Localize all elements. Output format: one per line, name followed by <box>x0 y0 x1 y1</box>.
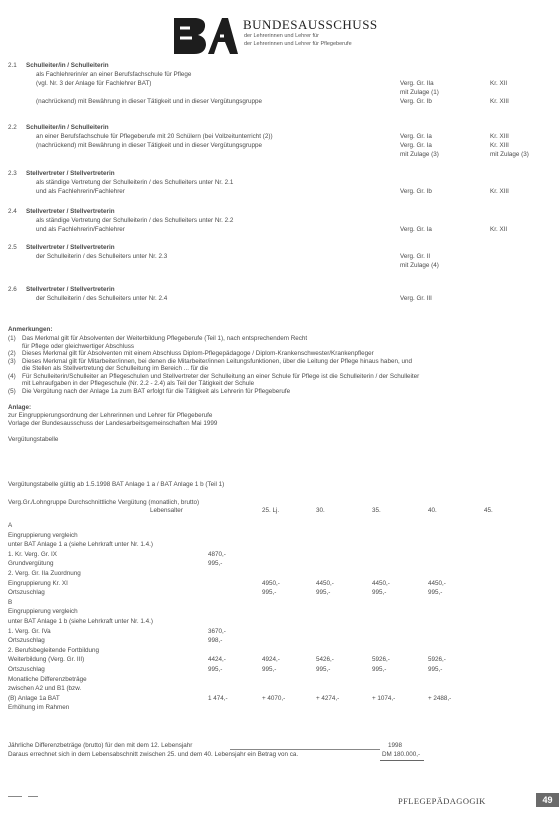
footer-rule-left-2 <box>28 796 38 797</box>
table-cell: 5926,- <box>428 656 446 664</box>
table-row-label: 2. Berufsbegleitende Fortbildung <box>8 646 100 654</box>
table-cell: 995,- <box>262 666 277 673</box>
section-vergutung: Verg. Gr. IIa <box>400 80 434 87</box>
section-heading: Schulleiter/in / Schulleiterin <box>26 62 109 69</box>
section-vergutung: Verg. Gr. Ib <box>400 188 432 195</box>
table-cell: 998,- <box>208 637 223 645</box>
table-header-cell: 30. <box>316 507 325 514</box>
table-cell: 4450,- <box>316 579 334 587</box>
logo <box>172 16 238 56</box>
section-line: und als Fachlehrerin/Fachlehrer <box>36 188 125 195</box>
notes-title: Anmerkungen: <box>8 326 53 333</box>
table-row-label: Erhöhung im Rahmen <box>8 704 70 712</box>
note-text: für Pflege oder gleichwertiger Abschluss <box>22 342 135 350</box>
note-number: (5) <box>8 387 16 395</box>
table-header-cell: 40. <box>428 507 437 514</box>
note-text: Das Merkmal gilt für Absolventen der Weiterbildung Pflegeberufe (Teil 1), nach entsprechendem Recht <box>22 335 308 342</box>
note-text: die Stellen als Stellvertretung der Schulleitung im Bereich ... für die <box>22 365 209 372</box>
table-row-label: (B) Anlage 1a BAT <box>8 694 60 702</box>
section-line: und als Fachlehrerin/Fachlehrer <box>36 226 125 233</box>
note-text: Dieses Merkmal gilt für Absolventen mit einem Abschluss Diplom-Pflegepädagoge / Diplom-Krankenschwester/Krankenpfleger <box>22 350 374 357</box>
bottom-value-underline <box>380 760 424 761</box>
bottom-value-2: DM 180.000,- <box>382 751 421 758</box>
section-kr-group: Kr. XIII <box>490 133 509 140</box>
table-cell: + 4070,- <box>262 694 286 702</box>
note-text: Dieses Merkmal gilt für Mitarbeiter/innen, bei denen die Mitarbeiter/innen Leitungsfunktionen, über die Leitung der Pflege hinaus haben, und <box>22 357 412 365</box>
section-kr-group: Kr. XIII <box>490 98 509 105</box>
section-vergutung: Verg. Gr. Ia <box>400 133 432 140</box>
header-title: BUNDESAUSSCHUSS <box>243 17 378 32</box>
section-kr-group: mit Zulage (3) <box>490 151 529 158</box>
table-cell: 4450,- <box>372 579 390 587</box>
section-heading: Stellvertreter / Stellvertreterin <box>26 286 115 293</box>
section-heading: Schulleiter/in / Schulleiterin <box>26 124 109 131</box>
bottom-line-1: Jährliche Differenzbeträge (brutto) für den mit dem 12. Lebensjahr <box>8 742 193 749</box>
anlage-title: Anlage: <box>8 404 32 411</box>
table-row-label: Ortszuschlag <box>8 666 45 673</box>
section-vergutung: Verg. Gr. III <box>400 295 432 302</box>
section-number: 2.5 <box>8 244 17 251</box>
table-row-label: Eingruppierung vergleich <box>8 608 78 616</box>
table-cell: 4424,- <box>208 656 226 664</box>
section-line: der Schulleiterin / des Schulleiters unter Nr. 2.3 <box>36 253 168 260</box>
table-cell: 995,- <box>208 666 223 673</box>
table-row-label: 1. Kr. Verg. Gr. IX <box>8 550 57 558</box>
table-cell: 995,- <box>372 589 387 597</box>
table-cell: 995,- <box>372 666 387 673</box>
table-cell: 1 474,- <box>208 694 228 702</box>
table-cell: 5926,- <box>372 656 390 664</box>
section-number: 2.2 <box>8 124 17 131</box>
bottom-value-1: 1998 <box>388 742 403 749</box>
table-row-label: Eingruppierung vergleich <box>8 531 78 539</box>
table-cell: 4870,- <box>208 550 226 558</box>
table-cell: 995,- <box>262 589 277 597</box>
table-cell: 995,- <box>316 666 331 673</box>
table-caption: Vergütungstabelle <box>8 436 59 443</box>
table-row-label: B <box>8 598 13 606</box>
table-cell: 5426,- <box>316 656 334 664</box>
table-cell: 4924,- <box>262 656 280 664</box>
dotted-leader-1 <box>230 749 380 750</box>
section-vergutung: Verg. Gr. Ib <box>400 98 432 105</box>
table-basis: Vergütungstabelle gültig ab 1.5.1998 BAT Anlage 1 a / BAT Anlage 1 b (Teil 1) <box>8 481 225 488</box>
header-subtitle-1: der Lehrerinnen und Lehrer für <box>244 33 319 39</box>
table-cell: + 4274,- <box>316 694 340 702</box>
note-number: (4) <box>8 372 16 380</box>
section-line: als ständige Vertretung der Schulleiterin / des Schulleiters unter Nr. 2.1 <box>36 179 234 186</box>
section-line: (nachrückend) mit Bewährung in dieser Tätigkeit und in dieser Vergütungsgruppe <box>36 142 263 149</box>
note-number: (1) <box>8 335 16 342</box>
section-line: an einer Berufsfachschule für Pflegeberufe mit 20 Schülern (bei Vollzeitunterricht (2)) <box>36 133 273 140</box>
table-row-label: Grundvergütung <box>8 560 54 568</box>
table-header-1: Verg.Gr./Lohngruppe Durchschnittliche Vergütung (monatlich, brutto) <box>8 499 200 506</box>
table-cell: 995,- <box>428 666 443 673</box>
table-row-label: unter BAT Anlage 1 b (siehe Lehrkraft unter Nr. 1.4.) <box>8 618 154 625</box>
section-line: (nachrückend) mit Bewährung in dieser Tätigkeit und in dieser Vergütungsgruppe <box>36 98 263 105</box>
table-cell: 3670,- <box>208 627 226 635</box>
footer-page-number: 49 <box>536 793 559 807</box>
table-row-label: 2. Verg. Gr. IIa Zuordnung <box>8 570 81 577</box>
table-row-label: Monatliche Differenzbeträge <box>8 675 87 683</box>
table-cell: + 2488,- <box>428 694 452 702</box>
section-line: der Schulleiterin / des Schulleiters unter Nr. 2.4 <box>36 295 168 302</box>
bottom-line-2: Daraus errechnet sich in dem Lebensabschnitt zwischen 25. und dem 40. Lebensjahr ein Betrag von ca. <box>8 751 299 758</box>
table-header-cell: 25. Lj. <box>262 507 280 514</box>
section-vergutung: mit Zulage (1) <box>400 89 439 96</box>
table-row-label: unter BAT Anlage 1 a (siehe Lehrkraft unter Nr. 1.4.) <box>8 541 154 549</box>
section-line: als Fachlehrerin/er an einer Berufsfachschule für Pflege <box>36 71 192 78</box>
note-text: Die Vergütung nach der Anlage 1a zum BAT erfolgt für die Tätigkeit als Lehrerin für Pflegeberufe <box>22 387 291 395</box>
section-number: 2.1 <box>8 62 17 69</box>
section-number: 2.4 <box>8 208 17 215</box>
note-number: (2) <box>8 350 16 357</box>
section-vergutung: Verg. Gr. Ia <box>400 226 432 233</box>
table-row-label: Weiterbildung (Verg. Gr. III) <box>8 656 85 664</box>
section-kr-group: Kr. XII <box>490 80 508 87</box>
anlage-line-1: zur Eingruppierungsordnung der Lehrerinnen und Lehrer für Pflegeberufe <box>8 412 213 419</box>
table-header-cell: 45. <box>484 507 493 514</box>
ba-logo-icon <box>172 16 238 56</box>
section-heading: Stellvertreter / Stellvertreterin <box>26 170 115 177</box>
footer-rule-left <box>8 796 22 797</box>
table-header-cell: 35. <box>372 507 381 514</box>
table-row-label: zwischen A2 und B1 (bzw. <box>8 685 82 693</box>
header-subtitle-2: der Lehrerinnen und Lehrer für Pflegeberufe <box>244 41 352 47</box>
table-header-cell: Lebensalter <box>150 507 183 514</box>
table-cell: 995,- <box>428 589 443 597</box>
section-kr-group: Kr. XIII <box>490 188 509 195</box>
table-row-label: A <box>8 522 13 529</box>
section-heading: Stellvertreter / Stellvertreterin <box>26 244 115 251</box>
section-vergutung: Verg. Gr. Ia <box>400 142 432 149</box>
section-kr-group: Kr. XIII <box>490 142 509 149</box>
table-row-label: Ortszuschlag <box>8 589 45 597</box>
table-row-label: Eingruppierung Kr. XI <box>8 579 68 587</box>
table-cell: 4950,- <box>262 579 280 587</box>
table-cell: + 1074,- <box>372 694 396 702</box>
section-vergutung: mit Zulage (3) <box>400 151 439 158</box>
table-cell: 995,- <box>208 560 223 568</box>
table-cell: 995,- <box>316 589 331 597</box>
table-row-label: 1. Verg. Gr. IVa <box>8 627 51 635</box>
note-text: mit Lehraufgaben in der Pflegeschule (Nr. 2.2 - 2.4) als Teil der Tätigkeit der Schule <box>22 380 255 387</box>
section-line: als ständige Vertretung der Schulleiterin / des Schulleiters unter Nr. 2.2 <box>36 217 234 224</box>
section-kr-group: Kr. XII <box>490 226 508 233</box>
section-vergutung: Verg. Gr. II <box>400 253 431 260</box>
table-row-label: Ortszuschlag <box>8 637 45 645</box>
section-line: (vgl. Nr. 3 der Anlage für Fachlehrer BAT) <box>36 80 152 87</box>
section-heading: Stellvertreter / Stellvertreterin <box>26 208 115 215</box>
section-number: 2.6 <box>8 286 17 293</box>
note-number: (3) <box>8 357 16 365</box>
anlage-line-2: Vorlage der Bundesausschuss der Landesarbeitsgemeinschaften Mai 1999 <box>8 420 218 427</box>
table-cell: 4450,- <box>428 579 446 587</box>
section-vergutung: mit Zulage (4) <box>400 262 439 269</box>
note-text: Für Schulleiterin/Schulleiter an Pflegeschulen und Stellvertreter der Schulleitung an einer Schule für Pflege ist die Schulleiterin / der Schulleiter <box>22 372 420 380</box>
section-number: 2.3 <box>8 170 17 177</box>
footer-brand: PFLEGEPÄDAGOGIK <box>398 796 486 806</box>
